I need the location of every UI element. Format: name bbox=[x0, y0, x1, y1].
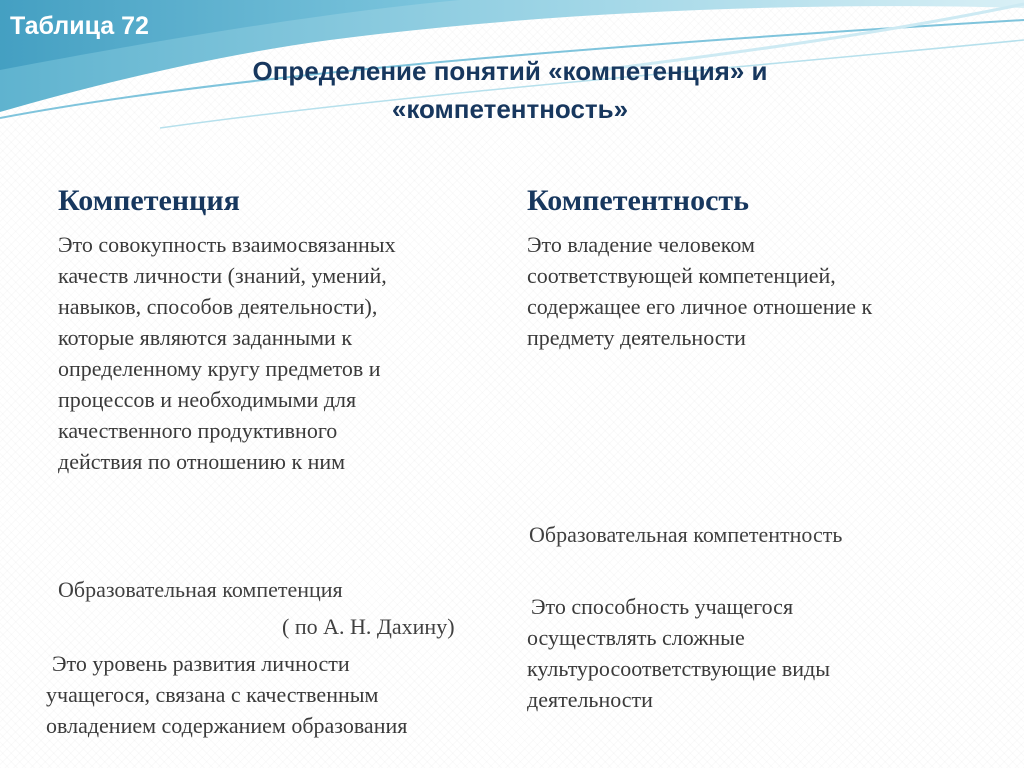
left-definition-line: определенному кругу предметов и bbox=[58, 356, 381, 381]
title-line-1: Определение понятий «компетенция» и bbox=[252, 56, 768, 86]
right-sub-heading: Образовательная компетентность bbox=[529, 522, 843, 547]
right-definition-line: содержащее его личное отношение к bbox=[527, 294, 873, 319]
right-sub-definition-line: культуросоответствующие виды bbox=[527, 656, 831, 681]
left-definition-line: действия по отношению к ним bbox=[58, 449, 346, 474]
slide-title bbox=[130, 52, 890, 128]
right-sub-definition-line: деятельности bbox=[527, 687, 653, 712]
right-definition-line: соответствующей компетенцией, bbox=[527, 263, 836, 288]
left-definition-line: качественного продуктивного bbox=[58, 418, 338, 443]
left-heading: Компетенция bbox=[58, 184, 240, 217]
table-label: Таблица 72 bbox=[10, 12, 149, 40]
left-definition-line: процессов и необходимыми для bbox=[58, 387, 357, 412]
right-sub-definition-line: осуществлять сложные bbox=[527, 625, 745, 650]
left-sub-heading: Образовательная компетенция bbox=[58, 577, 343, 602]
left-attribution: ( по А. Н. Дахину) bbox=[282, 614, 455, 639]
left-definition-line: которые являются заданными к bbox=[58, 325, 353, 350]
left-sub-definition-line: учащегося, связана с качественным bbox=[46, 682, 379, 707]
left-sub-definition-line: овладением содержанием образования bbox=[46, 713, 408, 738]
left-definition-line: качеств личности (знаний, умений, bbox=[58, 263, 387, 288]
right-definition bbox=[527, 229, 872, 353]
right-definition-line: предмету деятельности bbox=[527, 325, 746, 350]
title-line-2: «компетентность» bbox=[391, 94, 629, 124]
right-sub-definition bbox=[527, 591, 830, 715]
right-definition-line: Это владение человеком bbox=[527, 232, 755, 257]
right-heading: Компетентность bbox=[527, 184, 749, 217]
left-definition-line: Это совокупность взаимосвязанных bbox=[58, 232, 396, 257]
left-sub-definition-line: Это уровень развития личности bbox=[52, 651, 350, 676]
right-sub-definition-line: Это способность учащегося bbox=[531, 594, 794, 619]
left-definition-line: навыков, способов деятельности), bbox=[58, 294, 378, 319]
left-definition bbox=[58, 229, 396, 477]
left-sub-definition bbox=[46, 648, 407, 741]
